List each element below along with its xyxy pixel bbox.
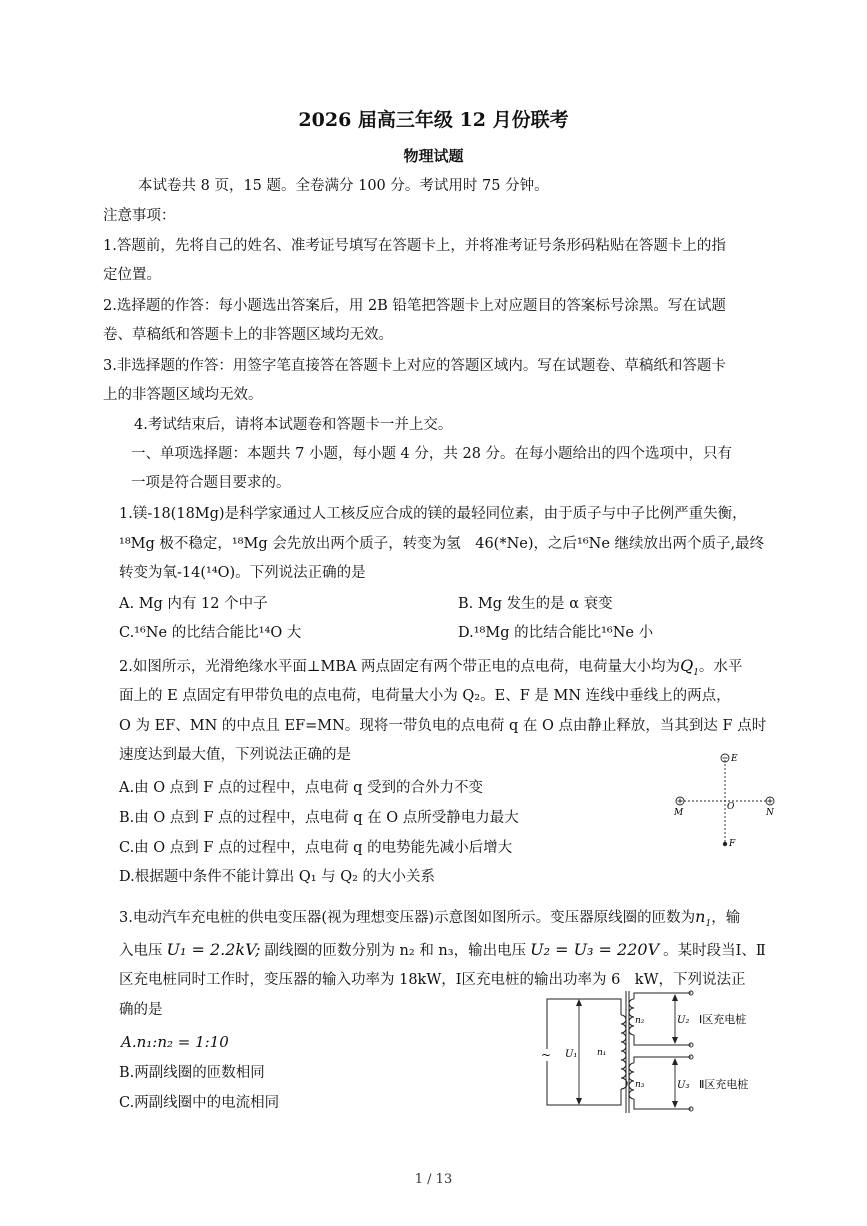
secondary-wire xyxy=(634,1099,691,1109)
q2-stem-part: 。水平 xyxy=(698,659,743,675)
q2-option-c: C.由 O 点到 F 点的过程中，点电荷 q 的电势能先减小后增大 xyxy=(119,840,513,856)
q2-stem: 速度达到最大值，下列说法正确的是 xyxy=(119,747,351,763)
notice-line: 上的非答题区域均无效。 xyxy=(103,387,263,403)
q1-option-c: C.¹⁶Ne 的比结合能比¹⁴O 大 xyxy=(119,625,302,641)
q3-stem xyxy=(119,907,740,934)
notice-line: 1.答题前，先将自己的姓名、准考证号填写在答题卡上，并将准考证号条形码粘贴在答题卡上的指 xyxy=(103,238,726,254)
q2-option-b: B.由 O 点到 F 点的过程中，点电荷 q 在 O 点所受静电力最大 xyxy=(119,810,519,826)
notice-line: 4.考试结束后，请将本试题卷和答题卡一并上交。 xyxy=(134,417,453,433)
n1-letter: n xyxy=(695,907,706,926)
exam-summary: 本试卷共 8 页，15 题。全卷满分 100 分。考试用时 75 分钟。 xyxy=(138,178,549,194)
q3-stem-part: 3.电动汽车充电桩的供电变压器(视为理想变压器)示意图如图所示。变压器原线圈的匝数为 xyxy=(119,910,696,926)
q3-option-b: B.两副线圈的匝数相同 xyxy=(119,1065,265,1081)
q2-option-d: D.根据题中条件不能计算出 Q₁ 与 Q₂ 的大小关系 xyxy=(119,869,436,885)
q2-stem: 面上的 E 点固定有甲带负电的点电荷，电荷量大小为 Q₂。E、F 是 MN 连线中垂线上的两点， xyxy=(119,688,731,704)
u2-u3-equation: U₂ = U₃ = 220V xyxy=(530,940,660,959)
q2-stem-part: 2.如图所示，光滑绝缘水平面⊥MBA 两点固定有两个带正电的点电荷，电荷量大小均为 xyxy=(119,659,681,675)
secondary-wire xyxy=(634,993,691,999)
notice-heading: 注意事项： xyxy=(103,208,176,224)
u1-equation: U₁ = 2.2kV; xyxy=(166,940,261,959)
notice-line: 卷、草稿纸和答题卡上的非答题区域均无效。 xyxy=(103,327,393,343)
q3-stem xyxy=(119,940,766,961)
notice-line: 2.选择题的作答：每小题选出答案后，用 2B 铅笔把答题卡上对应题目的答案标号涂黑。写在试题 xyxy=(103,298,726,314)
q3-stem: 确的是 xyxy=(119,1002,163,1018)
section-heading: 一项是符合题目要求的。 xyxy=(131,475,291,491)
q1-charge-symbol xyxy=(680,656,699,679)
q1-stem: ¹⁸Mg 极不稳定，¹⁸Mg 会先放出两个质子，转变为氢 46(*Ne)，之后¹⁶Ne 继续放出两个质子,最终 xyxy=(119,536,765,552)
q1-option-a: A. Mg 内有 12 个中子 xyxy=(119,596,268,612)
q1-stem: 1.镁-18(18Mg)是科学家通过人工核反应合成的镁的最轻同位素，由于质子与中子比例严重失衡， xyxy=(119,506,747,522)
q1-option-d: D.¹⁸Mg 的比结合能比¹⁶Ne 小 xyxy=(458,625,654,641)
u1-label: U₁ xyxy=(565,1049,578,1060)
q1-subscript: 1 xyxy=(693,668,699,679)
label-m: M xyxy=(674,808,684,818)
zone1-label: Ⅰ区充电桩 xyxy=(699,1013,747,1026)
n1-symbol xyxy=(695,907,712,930)
q2-stem: O 为 EF、MN 的中点且 EF=MN。现将一带负电的点电荷 q 在 O 点由静止释放，当其到达 F 点时 xyxy=(119,718,767,734)
n1-subscript: 1 xyxy=(705,919,712,930)
q3-option-a: A.n₁:n₂ = 1:10 xyxy=(121,1033,229,1051)
page-subtitle: 物理试题 xyxy=(403,147,464,165)
q2-option-a: A.由 O 点到 F 点的过程中，点电荷 q 受到的合外力不变 xyxy=(119,780,483,796)
label-f: F xyxy=(729,839,736,849)
primary-wire xyxy=(547,999,621,1049)
u3-label: U₃ xyxy=(677,1080,690,1091)
secondary-wire xyxy=(634,1035,691,1045)
q3-stem-part: 入电压 xyxy=(119,943,163,959)
page-title: 2026 届高三年级 12 月份联考 xyxy=(298,109,569,131)
label-n: N xyxy=(766,808,774,818)
section-heading: 一、单项选择题：本题共 7 小题，每小题 4 分，共 28 分。在每小题给出的四个选项中，只有 xyxy=(131,446,733,462)
u3-arrow-head xyxy=(672,1101,678,1108)
zone2-label: Ⅱ区充电桩 xyxy=(699,1078,749,1091)
q3-stem-part: 副线圈的匝数分别为 n₂ 和 n₃，输出电压 xyxy=(264,943,527,959)
n1-label: n₁ xyxy=(597,1048,607,1058)
q1-stem: 转变为氧-14(¹⁴O)。下列说法正确的是 xyxy=(119,565,366,581)
q1-symbol: Q xyxy=(680,656,694,675)
label-o: O xyxy=(727,802,735,812)
u2-arrow-head xyxy=(672,1037,678,1044)
secondary-coil-2 xyxy=(629,1063,634,1099)
u2-arrow-head xyxy=(672,994,678,1001)
notice-line: 定位置。 xyxy=(103,267,161,283)
notice-line: 3.非选择题的作答：用签字笔直接答在答题卡上对应的答题区域内。写在试题卷、草稿纸和答题卡 xyxy=(103,358,726,374)
q3-stem-part: 。某时段当Ⅰ、Ⅱ xyxy=(663,943,766,959)
secondary-wire xyxy=(634,1057,691,1063)
q2-stem xyxy=(119,656,742,683)
q2-charge-diagram xyxy=(670,745,780,860)
n3-label: n₃ xyxy=(635,1080,645,1090)
u3-arrow-head xyxy=(672,1058,678,1065)
n2-label: n₂ xyxy=(635,1016,645,1026)
u2-label: U₂ xyxy=(677,1015,690,1026)
secondary-coil-1 xyxy=(629,999,634,1035)
primary-wire xyxy=(547,1061,621,1105)
u1-arrow-head xyxy=(576,999,582,1006)
q3-option-c: C.两副线圈中的电流相同 xyxy=(119,1095,280,1111)
ac-source-icon: ~ xyxy=(541,1048,552,1062)
page-number: 1 / 13 xyxy=(414,1172,453,1187)
transformer-diagram xyxy=(535,985,815,1117)
q1-option-b: B. Mg 发生的是 α 衰变 xyxy=(458,596,613,612)
q3-stem-part: ，输 xyxy=(711,910,741,926)
point-f xyxy=(723,842,727,846)
q3-stem: 区充电桩同时工作时，变压器的输入功率为 18kW，Ⅰ区充电桩的输出功率为 6 kW，下列说法正 xyxy=(119,972,746,988)
u1-arrow-head xyxy=(576,1098,582,1105)
label-e: E xyxy=(731,754,738,764)
